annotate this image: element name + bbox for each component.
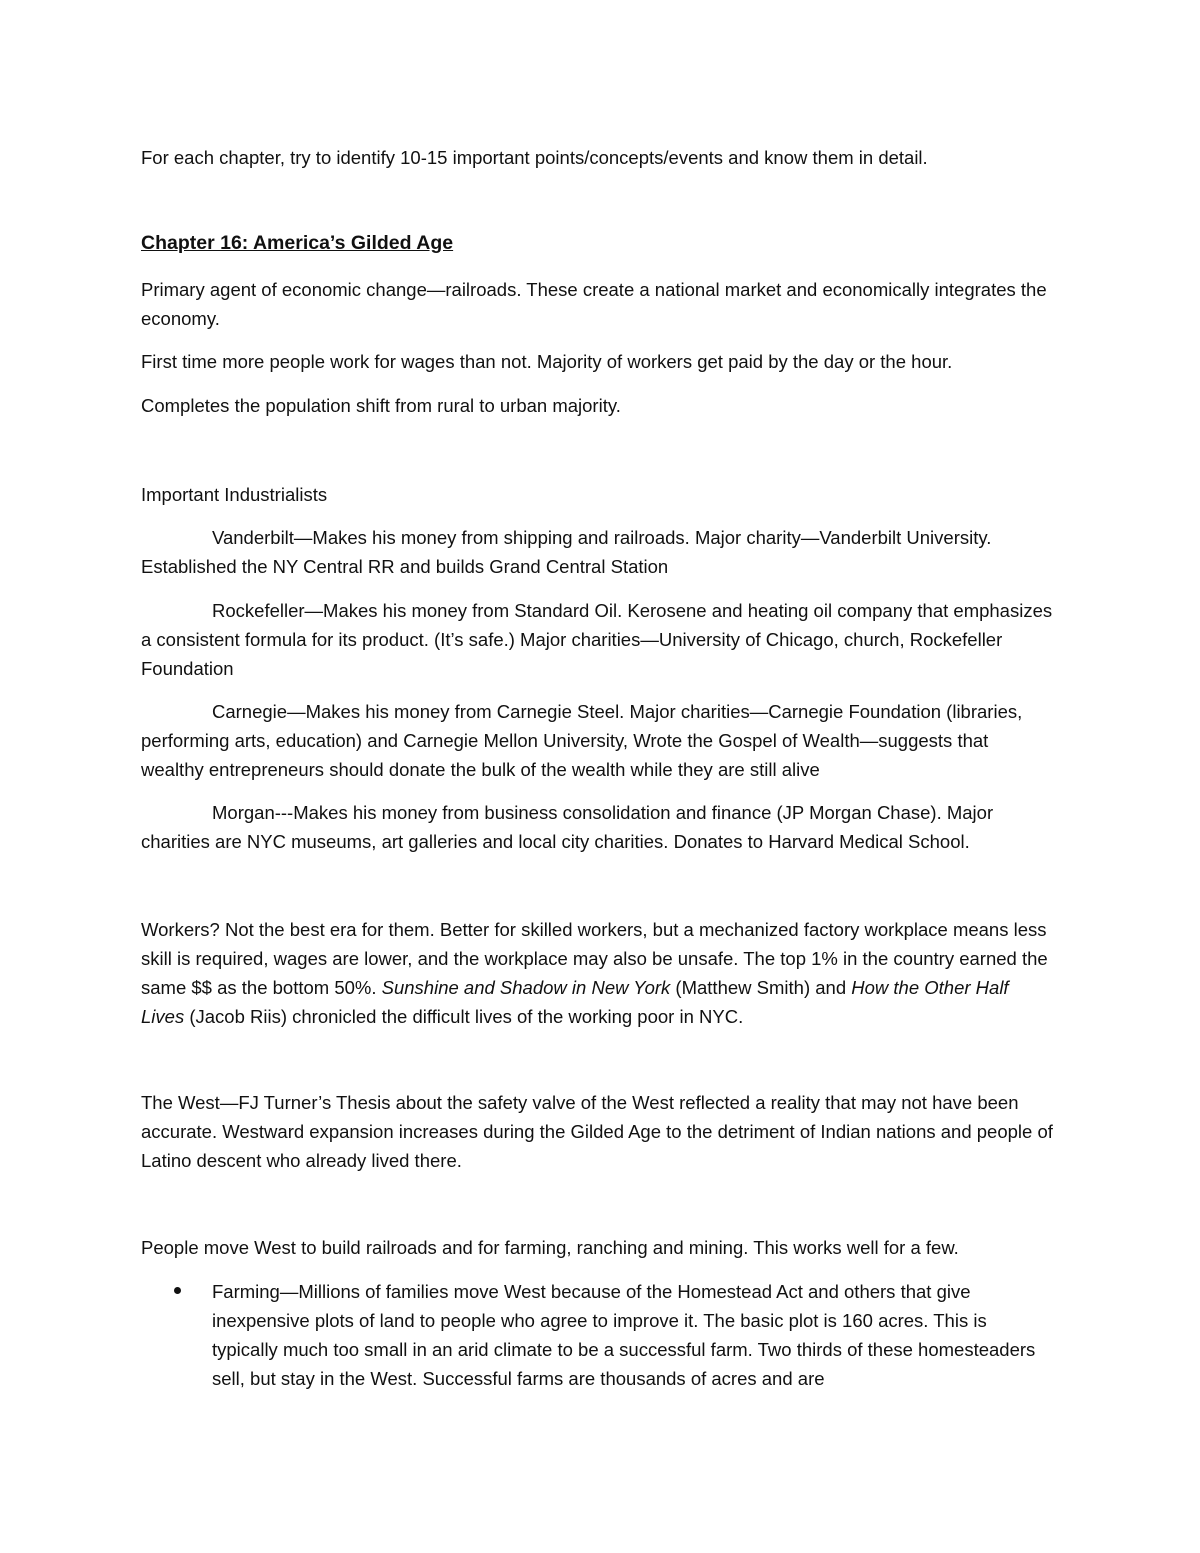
book-title-sunshine: Sunshine and Shadow in New York (381, 977, 671, 998)
people-move-paragraph: People move West to build railroads and for farming, ranching and mining. This works well for a few. (141, 1237, 959, 1258)
chapter-heading: Chapter 16: America’s Gilded Age (141, 232, 454, 254)
intro-paragraph: For each chapter, try to identify 10-15 important points/concepts/events and know them in detail. (141, 147, 928, 168)
workers-text-1: Workers? Not the best era for them. Better for skilled workers, but a mechanized factory workplace means less skill is required, wages are lower, and the workplace may also be unsafe. The top 1% in the country earned the same $$ as the bottom 50%. (141, 919, 1048, 998)
workers-paragraph (141, 915, 1056, 1031)
west-paragraph: The West—FJ Turner’s Thesis about the safety valve of the West reflected a reality that may not have been accurate. Westward expansion increases during the Gilded Age to the detriment of Indian nations and people of Latino descent who already lived there. (141, 1092, 1053, 1171)
workers-text-3: (Jacob Riis) chronicled the difficult lives of the working poor in NYC. (184, 1006, 744, 1027)
vanderbilt-paragraph: Vanderbilt—Makes his money from shipping and railroads. Major charity—Vanderbilt University. Established the NY Central RR and builds Grand Central Station (141, 527, 992, 577)
book-title-other-half: How the Other Half Lives (141, 977, 1009, 1027)
population-paragraph: Completes the population shift from rural to urban majority. (141, 395, 621, 416)
bullet-icon (174, 1287, 181, 1294)
wages-paragraph: First time more people work for wages than not. Majority of workers get paid by the day or the hour. (141, 351, 953, 372)
workers-text-2: (Matthew Smith) and (670, 977, 852, 998)
railroads-paragraph: Primary agent of economic change—railroads. These create a national market and economically integrates the economy. (141, 279, 1047, 329)
carnegie-paragraph: Carnegie—Makes his money from Carnegie Steel. Major charities—Carnegie Foundation (libraries, performing arts, education) and Carnegie Mellon University, Wrote the Gospel of Wealth—suggests that wealthy entrepreneurs should donate the bulk of the wealth while they are still alive (141, 701, 1023, 780)
rockefeller-paragraph: Rockefeller—Makes his money from Standard Oil. Kerosene and heating oil company that emphasizes a consistent formula for its product. (It’s safe.) Major charities—University of Chicago, church, Rockefeller Foundation (141, 600, 1053, 679)
morgan-paragraph: Morgan---Makes his money from business consolidation and finance (JP Morgan Chase). Major charities are NYC museums, art galleries and local city charities. Donates to Harvard Medical School. (141, 802, 994, 852)
industrialists-heading: Important Industrialists (141, 484, 328, 505)
farming-bullet-text: Farming—Millions of families move West because of the Homestead Act and others that give inexpensive plots of land to people who agree to improve it. The basic plot is 160 acres. This is typically much too small in an arid climate to be a successful farm. Two thirds of these homesteaders sell, but stay in the West. Successful farms are thousands of acres and are (212, 1281, 1036, 1389)
